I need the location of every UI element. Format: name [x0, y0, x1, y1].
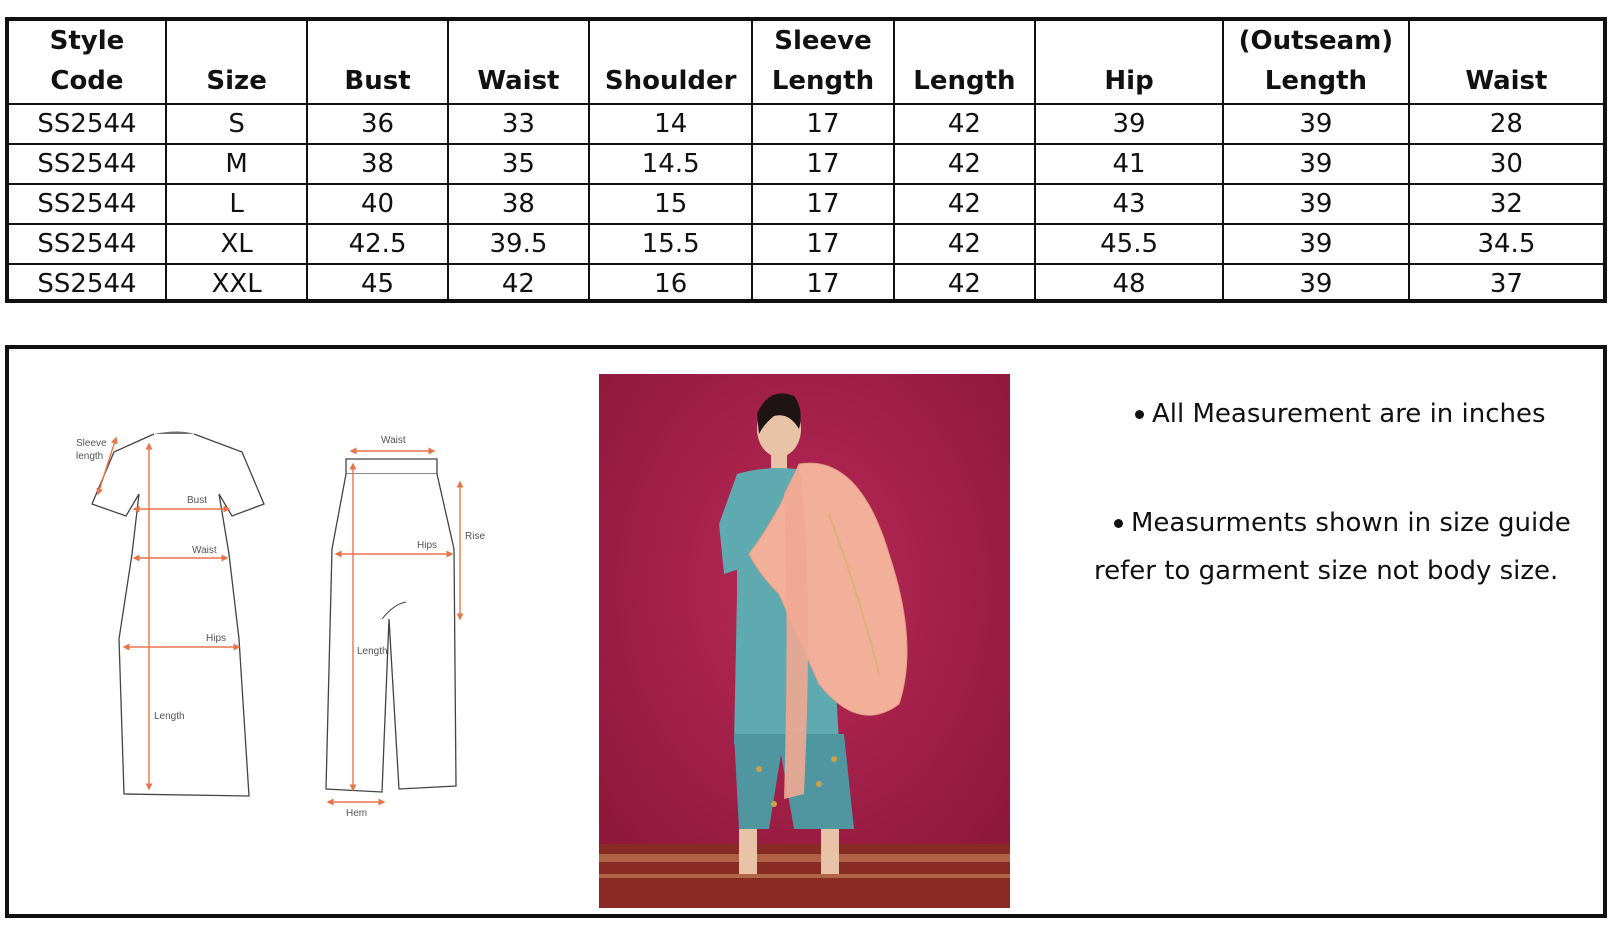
table-header-row	[9, 21, 1603, 104]
size-guide-panel	[5, 345, 1607, 918]
column-header-line: Hip	[1104, 66, 1154, 96]
table-cell: 15	[589, 184, 752, 224]
table-cell: M	[166, 144, 307, 184]
column-header-line: Waist	[477, 66, 560, 96]
table-cell: XL	[166, 224, 307, 264]
table-cell: 35	[448, 144, 589, 184]
column-header	[166, 21, 307, 104]
table-cell: 33	[448, 104, 589, 144]
kurta-sleeve-label: Sleeve	[76, 438, 107, 449]
table-cell: SS2544	[9, 104, 166, 144]
pant-outline	[326, 459, 456, 792]
column-header-line: Shoulder	[604, 66, 737, 96]
table-cell: 39	[1223, 224, 1409, 264]
size-chart-table	[5, 17, 1607, 303]
column-header-line: Length	[771, 66, 875, 96]
kurta-waist-label: Waist	[192, 545, 217, 556]
pant-hips-label: Hips	[417, 540, 438, 551]
size-table	[9, 21, 1603, 303]
column-header	[1409, 21, 1603, 104]
table-cell: 39	[1223, 264, 1409, 303]
table-cell: 42.5	[307, 224, 447, 264]
table-cell: 30	[1409, 144, 1603, 184]
table-cell: SS2544	[9, 184, 166, 224]
table-row	[9, 144, 1603, 184]
table-cell: 28	[1409, 104, 1603, 144]
table-cell: 14.5	[589, 144, 752, 184]
table-cell: SS2544	[9, 264, 166, 303]
table-cell: 32	[1409, 184, 1603, 224]
bullet-icon	[1135, 410, 1144, 419]
table-cell: 40	[307, 184, 447, 224]
table-row	[9, 184, 1603, 224]
table-cell: 14	[589, 104, 752, 144]
column-header-line: Waist	[1465, 66, 1548, 96]
kurta-sleeve-label-2: length	[76, 451, 104, 462]
column-header	[752, 21, 893, 104]
table-cell: 39	[1223, 104, 1409, 144]
table-cell: 42	[894, 144, 1035, 184]
column-header-line: Bust	[344, 66, 411, 96]
column-header	[1223, 21, 1409, 104]
kurta-outline	[92, 432, 264, 797]
table-cell: 17	[752, 144, 893, 184]
table-cell: 42	[894, 224, 1035, 264]
column-header-line: Length	[913, 66, 1016, 96]
table-cell: XXL	[166, 264, 307, 303]
table-cell: 34.5	[1409, 224, 1603, 264]
column-header-line-top: Sleeve	[774, 26, 872, 56]
table-row	[9, 224, 1603, 264]
table-cell: L	[166, 184, 307, 224]
column-header	[1035, 21, 1223, 104]
pant-hem-label: Hem	[346, 808, 368, 819]
table-cell: 17	[752, 104, 893, 144]
column-header-line-top: (Outseam)	[1238, 26, 1394, 56]
table-cell: 45	[307, 264, 447, 303]
table-cell: 42	[894, 264, 1035, 303]
column-header	[589, 21, 752, 104]
bullet-icon	[1114, 519, 1123, 528]
table-cell: 36	[307, 104, 447, 144]
table-cell: 17	[752, 264, 893, 303]
model-photo	[599, 374, 1010, 908]
column-header	[894, 21, 1035, 104]
note-garment-size-line2: refer to garment size not body size.	[1094, 556, 1559, 586]
table-row	[9, 104, 1603, 144]
pant-rise-label: Rise	[465, 531, 486, 542]
table-cell: 39.5	[448, 224, 589, 264]
table-cell: 45.5	[1035, 224, 1223, 264]
kurta-length-label: Length	[154, 711, 185, 722]
table-cell: 43	[1035, 184, 1223, 224]
column-header	[307, 21, 447, 104]
table-cell: SS2544	[9, 224, 166, 264]
table-cell: 39	[1223, 144, 1409, 184]
table-cell: 38	[307, 144, 447, 184]
table-row	[9, 264, 1603, 303]
table-cell: 15.5	[589, 224, 752, 264]
table-cell: 42	[448, 264, 589, 303]
column-header	[448, 21, 589, 104]
table-cell: 42	[894, 184, 1035, 224]
table-cell: S	[166, 104, 307, 144]
column-header-line: Length	[1264, 66, 1368, 96]
table-cell: 48	[1035, 264, 1223, 303]
note-measurement-units: All Measurement are in inches	[1135, 399, 1546, 429]
table-body	[9, 104, 1603, 303]
table-cell: 17	[752, 184, 893, 224]
table-cell: 39	[1035, 104, 1223, 144]
table-cell: 38	[448, 184, 589, 224]
table-cell: SS2544	[9, 144, 166, 184]
table-cell: 16	[589, 264, 752, 303]
table-cell: 42	[894, 104, 1035, 144]
kurta-bust-label: Bust	[187, 495, 208, 506]
table-cell: 17	[752, 224, 893, 264]
table-cell: 39	[1223, 184, 1409, 224]
pant-waist-label: Waist	[381, 435, 406, 446]
table-cell: 41	[1035, 144, 1223, 184]
note-garment-size: Measurments shown in size guide refer to garment size not body size.	[1104, 499, 1584, 595]
column-header-line: Style Code	[49, 26, 125, 96]
kurta-hips-label: Hips	[206, 633, 227, 644]
column-header-line: Size	[206, 66, 267, 96]
pant-length-label: Length	[357, 646, 388, 657]
garment-measurement-diagram	[64, 424, 514, 844]
table-cell: 37	[1409, 264, 1603, 303]
column-header	[9, 21, 166, 104]
